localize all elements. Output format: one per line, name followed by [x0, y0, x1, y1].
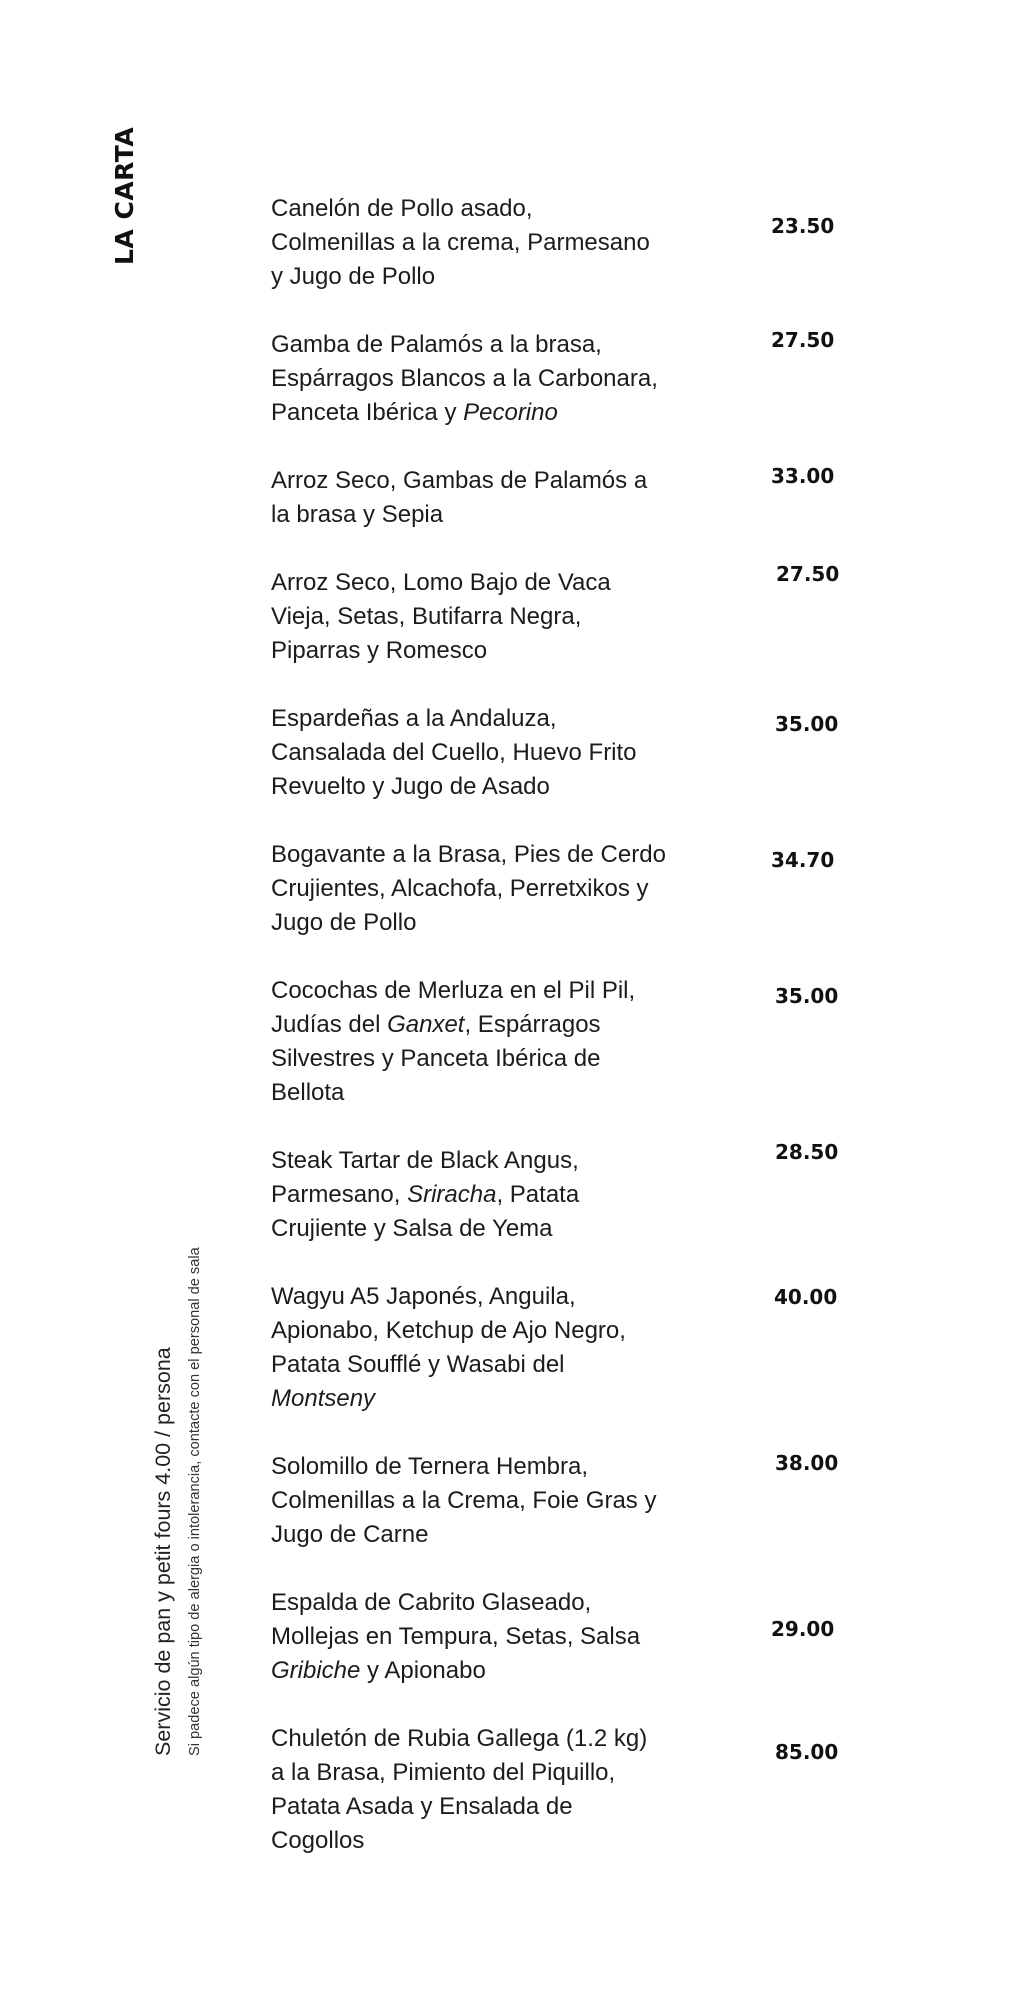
description-text: y Apionabo	[360, 1657, 486, 1684]
description-text: Espardeñas a la Andaluza,	[271, 705, 557, 732]
menu-item-price: 33.00	[771, 464, 835, 488]
description-line	[271, 1790, 701, 1824]
description-line	[271, 1824, 701, 1858]
description-text: Chuletón de Rubia Gallega (1.2 kg)	[271, 1725, 648, 1752]
description-line	[271, 1348, 701, 1382]
description-text: Parmesano,	[271, 1181, 408, 1208]
menu-item	[271, 566, 701, 668]
description-text: Espárragos Blancos a la Carbonara,	[271, 365, 658, 392]
menu-item	[271, 702, 701, 804]
menu-item-price: 23.50	[771, 214, 835, 238]
description-line	[271, 600, 701, 634]
description-line	[271, 974, 701, 1008]
description-text: , Patata	[496, 1181, 580, 1208]
description-line	[271, 1144, 701, 1178]
menu-item-price: 28.50	[775, 1140, 839, 1164]
description-text: Colmenillas a la Crema, Foie Gras y	[271, 1487, 657, 1514]
description-line	[271, 396, 701, 430]
description-line	[271, 1314, 701, 1348]
description-line	[271, 192, 701, 226]
description-text: Solomillo de Ternera Hembra,	[271, 1453, 589, 1480]
menu-item-description	[271, 1450, 701, 1552]
description-italic-text: Gribiche	[271, 1657, 361, 1684]
description-italic-text: Pecorino	[463, 399, 558, 426]
description-text: Piparras y Romesco	[271, 637, 488, 664]
description-text: Arroz Seco, Lomo Bajo de Vaca	[271, 569, 611, 596]
menu-item-description	[271, 328, 701, 430]
description-line	[271, 1212, 701, 1246]
description-text: Crujiente y Salsa de Yema	[271, 1215, 553, 1242]
menu-item-description	[271, 464, 701, 532]
menu-item	[271, 328, 701, 430]
description-text: a la Brasa, Pimiento del Piquillo,	[271, 1759, 616, 1786]
description-text: Vieja, Setas, Butifarra Negra,	[271, 603, 582, 630]
description-text: Bogavante a la Brasa, Pies de Cerdo	[271, 841, 666, 868]
description-text: , Espárragos	[464, 1011, 601, 1038]
description-text: Canelón de Pollo asado,	[271, 195, 533, 222]
description-line	[271, 566, 701, 600]
allergy-note: Si padece algún tipo de alergia o intolerancia, contacte con el personal de sala	[187, 1247, 203, 1756]
description-text: Cogollos	[271, 1827, 365, 1854]
description-line	[271, 770, 701, 804]
menu-item-description	[271, 702, 701, 804]
menu-title: LA CARTA	[110, 126, 139, 265]
menu-item-description	[271, 1586, 701, 1688]
description-line	[271, 328, 701, 362]
description-line	[271, 1008, 701, 1042]
menu-item	[271, 1450, 701, 1552]
description-line	[271, 838, 701, 872]
description-text: Cansalada del Cuello, Huevo Frito	[271, 739, 637, 766]
description-text: Gamba de Palamós a la brasa,	[271, 331, 602, 358]
description-line	[271, 872, 701, 906]
bread-service-note: Servicio de pan y petit fours 4.00 / persona	[151, 1347, 175, 1756]
menu-item-description	[271, 192, 701, 294]
description-line	[271, 1756, 701, 1790]
menu-item	[271, 1586, 701, 1688]
menu-item-description	[271, 838, 701, 940]
description-line	[271, 1518, 701, 1552]
description-line	[271, 1280, 701, 1314]
description-text: Panceta Ibérica y	[271, 399, 464, 426]
menu-item-price: 40.00	[774, 1285, 838, 1309]
description-text: Wagyu A5 Japonés, Anguila,	[271, 1283, 576, 1310]
description-text: Bellota	[271, 1079, 345, 1106]
description-text: Mollejas en Tempura, Setas, Salsa	[271, 1623, 641, 1650]
description-line	[271, 464, 701, 498]
menu-item-description	[271, 1722, 701, 1858]
description-text: Patata Asada y Ensalada de	[271, 1793, 573, 1820]
description-line	[271, 1382, 701, 1416]
menu-item-price: 35.00	[775, 984, 839, 1008]
description-italic-text: Montseny	[271, 1385, 376, 1412]
description-text: Apionabo, Ketchup de Ajo Negro,	[271, 1317, 626, 1344]
menu-item	[271, 1722, 701, 1858]
menu-item	[271, 974, 701, 1110]
menu-item-description	[271, 974, 701, 1110]
description-line	[271, 226, 701, 260]
description-text: Cocochas de Merluza en el Pil Pil,	[271, 977, 636, 1004]
description-line	[271, 1042, 701, 1076]
description-line	[271, 702, 701, 736]
description-text: Arroz Seco, Gambas de Palamós a	[271, 467, 648, 494]
menu-item-description	[271, 1280, 701, 1416]
description-line	[271, 362, 701, 396]
description-line	[271, 1178, 701, 1212]
description-text: y Jugo de Pollo	[271, 263, 436, 290]
menu-item-description	[271, 566, 701, 668]
description-line	[271, 1450, 701, 1484]
description-text: Silvestres y Panceta Ibérica de	[271, 1045, 601, 1072]
menu-item	[271, 838, 701, 940]
description-text: Crujientes, Alcachofa, Perretxikos y	[271, 875, 649, 902]
description-text: Espalda de Cabrito Glaseado,	[271, 1589, 592, 1616]
description-italic-text: Sriracha	[407, 1181, 497, 1208]
description-line	[271, 1484, 701, 1518]
description-line	[271, 1620, 701, 1654]
description-text: Steak Tartar de Black Angus,	[271, 1147, 579, 1174]
menu-item-price: 29.00	[771, 1617, 835, 1641]
description-text: Jugo de Pollo	[271, 909, 417, 936]
description-line	[271, 736, 701, 770]
description-text: la brasa y Sepia	[271, 501, 444, 528]
description-line	[271, 498, 701, 532]
description-line	[271, 634, 701, 668]
description-line	[271, 1722, 701, 1756]
menu-item-price: 34.70	[771, 848, 835, 872]
description-line	[271, 1586, 701, 1620]
menu-item	[271, 464, 701, 532]
description-line	[271, 260, 701, 294]
menu-item	[271, 192, 701, 294]
description-text: Judías del	[271, 1011, 388, 1038]
menu-item-price: 38.00	[775, 1451, 839, 1475]
description-text: Colmenillas a la crema, Parmesano	[271, 229, 650, 256]
menu-item-price: 85.00	[775, 1740, 839, 1764]
description-italic-text: Ganxet	[387, 1011, 465, 1038]
description-line	[271, 1654, 701, 1688]
menu-item-price: 27.50	[771, 328, 835, 352]
description-text: Patata Soufflé y Wasabi del	[271, 1351, 565, 1378]
menu-item-price: 35.00	[775, 712, 839, 736]
description-text: Jugo de Carne	[271, 1521, 429, 1548]
menu-item	[271, 1144, 701, 1246]
menu-item	[271, 1280, 701, 1416]
description-text: Revuelto y Jugo de Asado	[271, 773, 550, 800]
description-line	[271, 906, 701, 940]
menu-item-description	[271, 1144, 701, 1246]
description-line	[271, 1076, 701, 1110]
menu-item-price: 27.50	[776, 562, 840, 586]
